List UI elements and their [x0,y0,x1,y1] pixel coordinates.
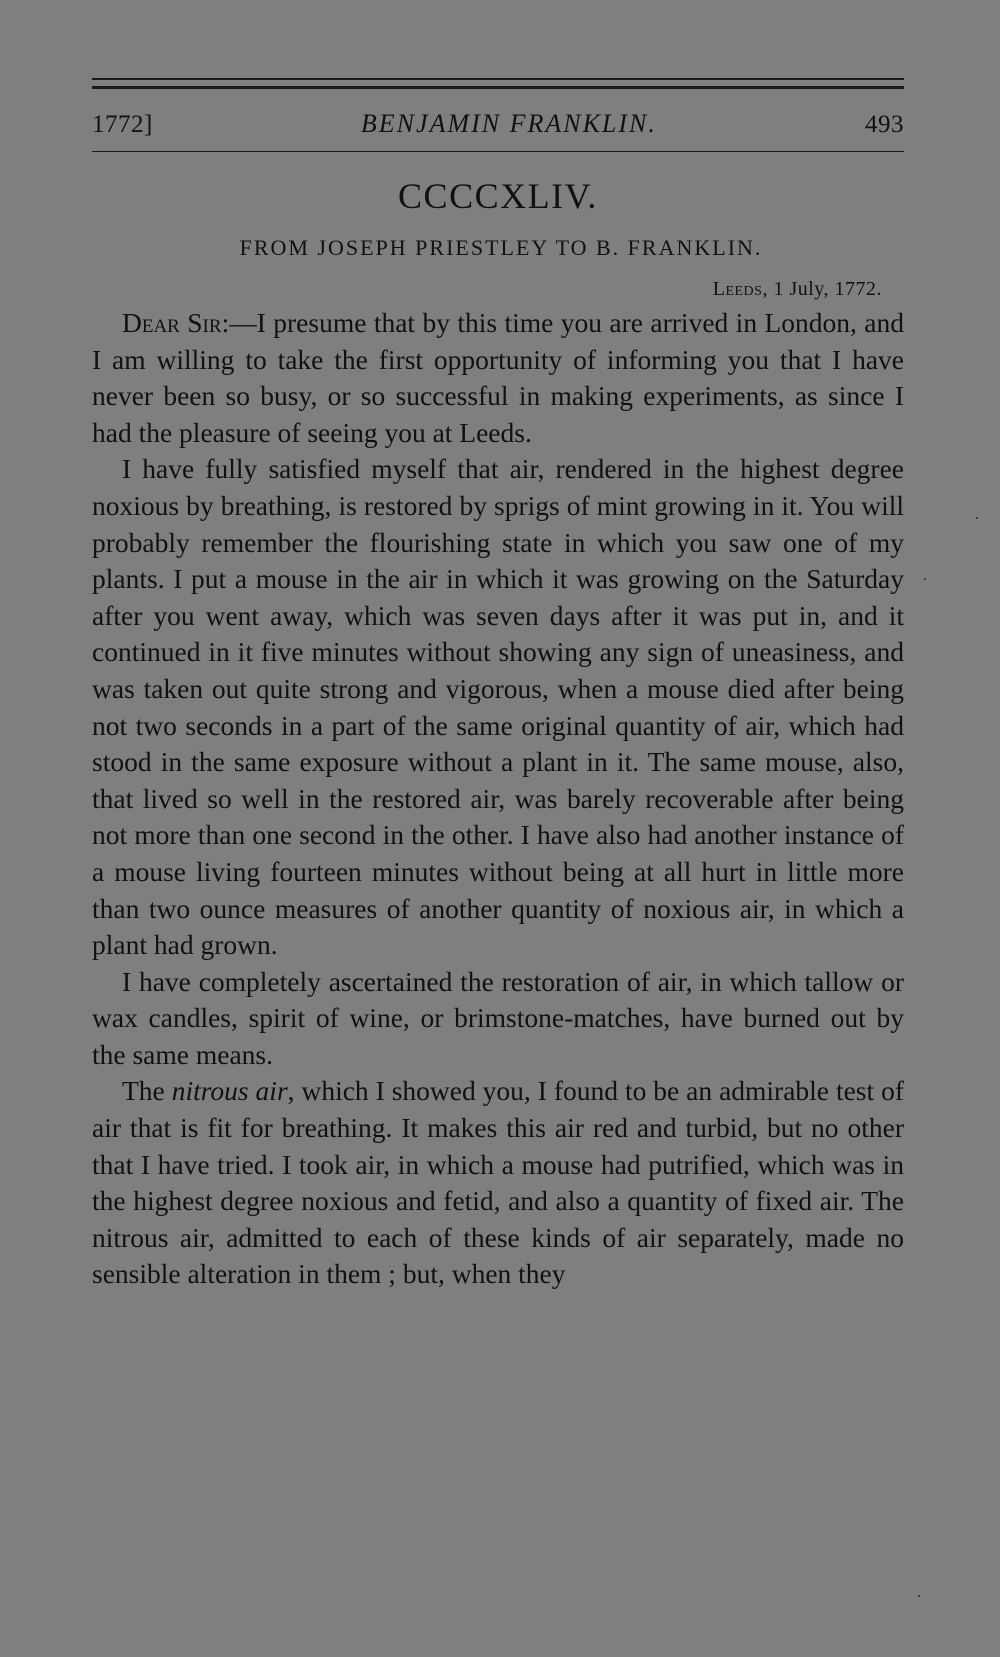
letter-body [92,305,904,1293]
header-double-rule [92,78,904,89]
paragraph-2: I have fully satisfied myself that air, rendered in the highest degree noxious by breathing, is restored by sprigs of mint growing in it. You will probably remember the flourishing state in which you saw one of my plants. I put a mouse in the air in which it was growing on the Saturday after you went away, which was seven days after it was put in, and it continued in it five minutes without showing any sign of uneasiness, and was taken out quite strong and vigorous, when a mouse died after being not two seconds in a part of the same original quantity of air, which had stood in the same exposure without a plant in it. The same mouse, also, that lived so well in the restored air, was barely recoverable after being not more than one second in the other. I have also had another instance of a mouse living fourteen minutes without being at all hurt in little more than two ounce measures of another quantity of noxious air, in which a plant had grown. [92,453,904,961]
paragraph-3: I have completely ascertained the restoration of air, in which tallow or wax candles, spirit of wine, or brimstone-matches, have burned out by the same means. [92,965,904,1070]
paragraph-1-text: :—I presume that by this time you are arrived in London, and I am willing to take the first opportunity of informing you that I have never been so busy, or so successful in making experiments, as since I had the pleasure of seeing you at Leeds. [92,307,905,448]
dateline [92,275,904,303]
page-number: 493 [865,111,904,138]
letter-number: CCCCXLIV. [398,176,598,216]
page-speck [924,578,926,580]
paragraph-4-text: , which I showed you, I found to be an admirable test of air that is fit for breathing. It makes this air red and turbid, but no other that I have tried. I took air, in which a mouse had putrified, which was in the highest degree noxious and fetid, and also a quantity of fixed air. The nitrous air, admitted to each of these kinds of air separately, made no sensible alteration in them ; but, when they [92,1075,904,1290]
dateline-date: 1 July, 1772. [773,278,882,300]
paragraph-4-italic: nitrous air [171,1075,288,1107]
dateline-place: Leeds, [712,278,768,300]
book-page [92,78,904,1293]
running-head-title: BENJAMIN FRANKLIN. [360,109,657,138]
running-head-year: 1772] [92,111,153,138]
salutation: Dear Sir [122,307,222,338]
header-rule [92,151,904,152]
paragraph-1 [92,305,904,451]
page-speck [976,517,978,519]
paragraph-4 [92,1073,904,1293]
page-speck [918,1595,920,1597]
running-head [92,109,904,147]
letter-heading: FROM JOSEPH PRIESTLEY TO B. FRANKLIN. [239,235,763,260]
paragraph-4-start: The [122,1075,172,1107]
